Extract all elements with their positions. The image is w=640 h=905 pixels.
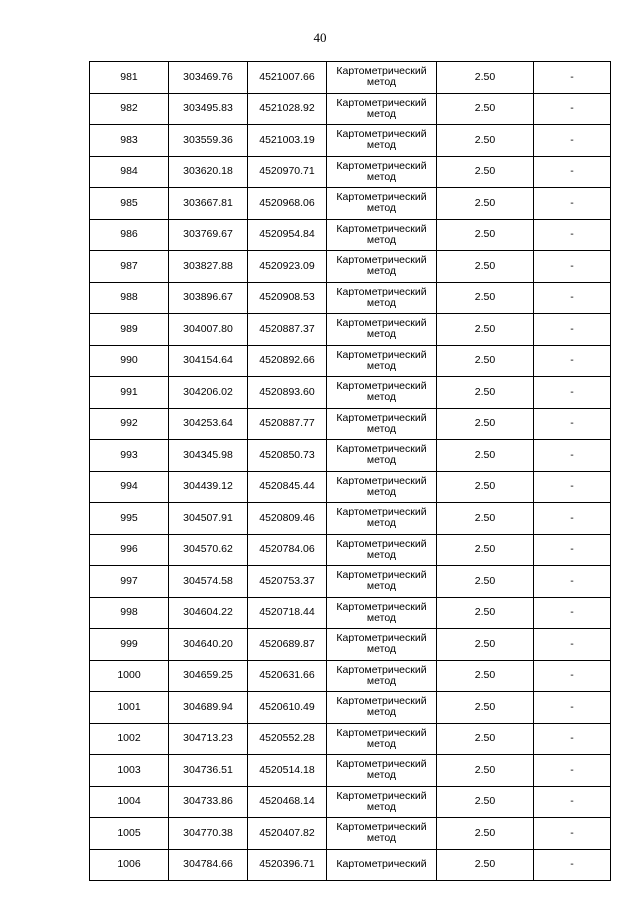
table-row <box>90 440 611 472</box>
method-line-2: метод <box>366 233 397 246</box>
point-number-cell: 984 <box>90 156 169 188</box>
method-cell <box>327 660 437 692</box>
method-cell <box>327 314 437 346</box>
precision-cell: 2.50 <box>437 471 534 503</box>
y-coordinate-cell: 4520396.71 <box>248 849 327 881</box>
method-line-1: Картометрический <box>336 758 427 771</box>
method-cell <box>327 786 437 818</box>
method-line-2: метод <box>366 202 397 215</box>
method-cell <box>327 282 437 314</box>
method-line-1: Картометрический <box>336 191 427 204</box>
point-number-cell: 989 <box>90 314 169 346</box>
method-line-2: метод <box>366 391 397 404</box>
method-line-2: метод <box>366 517 397 530</box>
method-cell <box>327 755 437 787</box>
note-cell: - <box>534 156 611 188</box>
method-cell <box>327 125 437 157</box>
x-coordinate-cell: 304640.20 <box>169 629 248 661</box>
method-line-2: метод <box>366 737 397 750</box>
y-coordinate-cell: 4521003.19 <box>248 125 327 157</box>
precision-cell: 2.50 <box>437 440 534 472</box>
precision-cell: 2.50 <box>437 251 534 283</box>
precision-cell: 2.50 <box>437 408 534 440</box>
point-number-cell: 993 <box>90 440 169 472</box>
table-row <box>90 314 611 346</box>
method-cell <box>327 723 437 755</box>
y-coordinate-cell: 4520407.82 <box>248 818 327 850</box>
y-coordinate-cell: 4520689.87 <box>248 629 327 661</box>
precision-cell: 2.50 <box>437 377 534 409</box>
method-line-2: метод <box>366 296 397 309</box>
method-line-2: метод <box>366 580 397 593</box>
method-line-2: метод <box>366 359 397 372</box>
x-coordinate-cell: 304206.02 <box>169 377 248 409</box>
x-coordinate-cell: 304736.51 <box>169 755 248 787</box>
precision-cell: 2.50 <box>437 849 534 881</box>
method-cell <box>327 503 437 535</box>
precision-cell: 2.50 <box>437 219 534 251</box>
method-cell <box>327 818 437 850</box>
precision-cell: 2.50 <box>437 534 534 566</box>
precision-cell: 2.50 <box>437 786 534 818</box>
note-cell: - <box>534 93 611 125</box>
x-coordinate-cell: 304689.94 <box>169 692 248 724</box>
note-cell: - <box>534 188 611 220</box>
note-cell: - <box>534 503 611 535</box>
x-coordinate-cell: 304253.64 <box>169 408 248 440</box>
method-line-2: метод <box>366 265 397 278</box>
precision-cell: 2.50 <box>437 723 534 755</box>
table-row <box>90 660 611 692</box>
precision-cell: 2.50 <box>437 188 534 220</box>
method-line-2: метод <box>366 454 397 467</box>
note-cell: - <box>534 377 611 409</box>
method-cell <box>327 440 437 472</box>
note-cell: - <box>534 282 611 314</box>
method-line-1: Картометрический <box>336 789 427 802</box>
precision-cell: 2.50 <box>437 755 534 787</box>
point-number-cell: 1006 <box>90 849 169 881</box>
method-line-2: метод <box>366 706 397 719</box>
table-row <box>90 597 611 629</box>
table-row <box>90 503 611 535</box>
point-number-cell: 1002 <box>90 723 169 755</box>
point-number-cell: 994 <box>90 471 169 503</box>
precision-cell: 2.50 <box>437 566 534 598</box>
method-line-2: метод <box>366 832 397 845</box>
method-cell <box>327 534 437 566</box>
x-coordinate-cell: 304574.58 <box>169 566 248 598</box>
table-row <box>90 566 611 598</box>
point-number-cell: 981 <box>90 62 169 94</box>
precision-cell: 2.50 <box>437 692 534 724</box>
precision-cell: 2.50 <box>437 314 534 346</box>
point-number-cell: 999 <box>90 629 169 661</box>
y-coordinate-cell: 4520610.49 <box>248 692 327 724</box>
y-coordinate-cell: 4520753.37 <box>248 566 327 598</box>
table-row <box>90 345 611 377</box>
y-coordinate-cell: 4520887.37 <box>248 314 327 346</box>
note-cell: - <box>534 314 611 346</box>
note-cell: - <box>534 440 611 472</box>
note-cell: - <box>534 723 611 755</box>
note-cell: - <box>534 849 611 881</box>
x-coordinate-cell: 303896.67 <box>169 282 248 314</box>
x-coordinate-cell: 303667.81 <box>169 188 248 220</box>
x-coordinate-cell: 304604.22 <box>169 597 248 629</box>
y-coordinate-cell: 4520923.09 <box>248 251 327 283</box>
table-row <box>90 471 611 503</box>
point-number-cell: 987 <box>90 251 169 283</box>
y-coordinate-cell: 4520631.66 <box>248 660 327 692</box>
point-number-cell: 990 <box>90 345 169 377</box>
method-line-2: метод <box>366 107 397 120</box>
y-coordinate-cell: 4520784.06 <box>248 534 327 566</box>
table-row <box>90 251 611 283</box>
table-row <box>90 723 611 755</box>
method-line-1: Картометрический <box>336 222 427 235</box>
method-cell <box>327 377 437 409</box>
method-cell <box>327 62 437 94</box>
method-line-1: Картометрический <box>336 443 427 456</box>
method-line-1: Картометрический <box>336 159 427 172</box>
point-number-cell: 1000 <box>90 660 169 692</box>
method-cell <box>327 93 437 125</box>
point-number-cell: 983 <box>90 125 169 157</box>
point-number-cell: 985 <box>90 188 169 220</box>
y-coordinate-cell: 4521007.66 <box>248 62 327 94</box>
method-line-1: Картометрический <box>336 474 427 487</box>
table-row <box>90 125 611 157</box>
method-line-2: метод <box>366 328 397 341</box>
y-coordinate-cell: 4520908.53 <box>248 282 327 314</box>
table-row <box>90 93 611 125</box>
method-line-1: Картометрический <box>336 317 427 330</box>
note-cell: - <box>534 629 611 661</box>
precision-cell: 2.50 <box>437 660 534 692</box>
method-cell <box>327 251 437 283</box>
x-coordinate-cell: 304345.98 <box>169 440 248 472</box>
y-coordinate-cell: 4520970.71 <box>248 156 327 188</box>
y-coordinate-cell: 4520887.77 <box>248 408 327 440</box>
table-row <box>90 188 611 220</box>
point-number-cell: 996 <box>90 534 169 566</box>
x-coordinate-cell: 303620.18 <box>169 156 248 188</box>
method-line-1: Картометрический <box>336 285 427 298</box>
method-line-2: метод <box>366 485 397 498</box>
y-coordinate-cell: 4520968.06 <box>248 188 327 220</box>
x-coordinate-cell: 304507.91 <box>169 503 248 535</box>
table-row <box>90 62 611 94</box>
method-line-1: Картометрический <box>336 726 427 739</box>
table-row <box>90 408 611 440</box>
method-line-1: Картометрический <box>336 506 427 519</box>
point-number-cell: 998 <box>90 597 169 629</box>
note-cell: - <box>534 786 611 818</box>
note-cell: - <box>534 566 611 598</box>
x-coordinate-cell: 303495.83 <box>169 93 248 125</box>
method-line-2: метод <box>366 769 397 782</box>
method-line-2: метод <box>366 800 397 813</box>
method-line-1: Картометрический <box>336 128 427 141</box>
note-cell: - <box>534 345 611 377</box>
x-coordinate-cell: 304007.80 <box>169 314 248 346</box>
method-line-1: Картометрический <box>336 411 427 424</box>
method-line-2: метод <box>366 674 397 687</box>
point-number-cell: 997 <box>90 566 169 598</box>
table-row <box>90 534 611 566</box>
method-line-2: метод <box>366 548 397 561</box>
method-line-1: Картометрический <box>336 254 427 267</box>
note-cell: - <box>534 755 611 787</box>
table-row <box>90 818 611 850</box>
note-cell: - <box>534 62 611 94</box>
x-coordinate-cell: 304770.38 <box>169 818 248 850</box>
method-line-2: метод <box>366 76 397 89</box>
y-coordinate-cell: 4520809.46 <box>248 503 327 535</box>
y-coordinate-cell: 4520892.66 <box>248 345 327 377</box>
point-number-cell: 992 <box>90 408 169 440</box>
precision-cell: 2.50 <box>437 62 534 94</box>
method-cell <box>327 188 437 220</box>
point-number-cell: 1003 <box>90 755 169 787</box>
method-line-1: Картометрический <box>336 65 427 78</box>
table-row <box>90 692 611 724</box>
table-row <box>90 755 611 787</box>
point-number-cell: 1005 <box>90 818 169 850</box>
x-coordinate-cell: 303769.67 <box>169 219 248 251</box>
method-cell <box>327 156 437 188</box>
page-number: 40 <box>313 30 327 45</box>
x-coordinate-cell: 304659.25 <box>169 660 248 692</box>
table-row <box>90 377 611 409</box>
x-coordinate-cell: 304439.12 <box>169 471 248 503</box>
note-cell: - <box>534 692 611 724</box>
method-line-2: метод <box>366 422 397 435</box>
x-coordinate-cell: 304154.64 <box>169 345 248 377</box>
precision-cell: 2.50 <box>437 125 534 157</box>
coordinates-table-body <box>90 62 611 881</box>
y-coordinate-cell: 4520954.84 <box>248 219 327 251</box>
x-coordinate-cell: 304713.23 <box>169 723 248 755</box>
x-coordinate-cell: 303469.76 <box>169 62 248 94</box>
y-coordinate-cell: 4520845.44 <box>248 471 327 503</box>
method-line-2: метод <box>366 611 397 624</box>
table-row <box>90 629 611 661</box>
table-row <box>90 282 611 314</box>
coordinates-table <box>89 61 611 881</box>
precision-cell: 2.50 <box>437 345 534 377</box>
method-line-1: Картометрический <box>336 569 427 582</box>
y-coordinate-cell: 4521028.92 <box>248 93 327 125</box>
method-line-2: метод <box>366 139 397 152</box>
x-coordinate-cell: 303559.36 <box>169 125 248 157</box>
y-coordinate-cell: 4520552.28 <box>248 723 327 755</box>
x-coordinate-cell: 304733.86 <box>169 786 248 818</box>
precision-cell: 2.50 <box>437 818 534 850</box>
y-coordinate-cell: 4520893.60 <box>248 377 327 409</box>
point-number-cell: 995 <box>90 503 169 535</box>
method-line-1: Картометрический <box>336 600 427 613</box>
note-cell: - <box>534 219 611 251</box>
method-line-1: Картометрический <box>336 380 427 393</box>
method-cell <box>327 345 437 377</box>
table-row <box>90 156 611 188</box>
y-coordinate-cell: 4520718.44 <box>248 597 327 629</box>
method-cell <box>327 849 437 881</box>
note-cell: - <box>534 534 611 566</box>
y-coordinate-cell: 4520468.14 <box>248 786 327 818</box>
x-coordinate-cell: 304570.62 <box>169 534 248 566</box>
note-cell: - <box>534 660 611 692</box>
method-cell <box>327 219 437 251</box>
point-number-cell: 1001 <box>90 692 169 724</box>
note-cell: - <box>534 125 611 157</box>
y-coordinate-cell: 4520850.73 <box>248 440 327 472</box>
method-line-1: Картометрический <box>336 537 427 550</box>
table-row <box>90 786 611 818</box>
method-line-1: Картометрический <box>336 96 427 109</box>
method-cell <box>327 471 437 503</box>
note-cell: - <box>534 818 611 850</box>
x-coordinate-cell: 303827.88 <box>169 251 248 283</box>
method-cell <box>327 408 437 440</box>
table-row <box>90 219 611 251</box>
note-cell: - <box>534 471 611 503</box>
method-line-1: Картометрический <box>336 663 427 676</box>
method-cell <box>327 629 437 661</box>
table-row <box>90 849 611 881</box>
point-number-cell: 982 <box>90 93 169 125</box>
method-line-2: метод <box>366 170 397 183</box>
point-number-cell: 991 <box>90 377 169 409</box>
method-line-1: Картометрический <box>336 632 427 645</box>
precision-cell: 2.50 <box>437 282 534 314</box>
method-line-1: Картометрический <box>336 348 427 361</box>
method-cell <box>327 566 437 598</box>
method-line-1: Картометрический <box>336 695 427 708</box>
point-number-cell: 986 <box>90 219 169 251</box>
method-line-1: Картометрический <box>336 858 427 871</box>
y-coordinate-cell: 4520514.18 <box>248 755 327 787</box>
method-cell <box>327 597 437 629</box>
x-coordinate-cell: 304784.66 <box>169 849 248 881</box>
note-cell: - <box>534 251 611 283</box>
precision-cell: 2.50 <box>437 93 534 125</box>
precision-cell: 2.50 <box>437 629 534 661</box>
method-line-1: Картометрический <box>336 821 427 834</box>
precision-cell: 2.50 <box>437 597 534 629</box>
method-line-2: метод <box>366 643 397 656</box>
note-cell: - <box>534 597 611 629</box>
point-number-cell: 1004 <box>90 786 169 818</box>
point-number-cell: 988 <box>90 282 169 314</box>
method-cell <box>327 692 437 724</box>
precision-cell: 2.50 <box>437 156 534 188</box>
precision-cell: 2.50 <box>437 503 534 535</box>
note-cell: - <box>534 408 611 440</box>
